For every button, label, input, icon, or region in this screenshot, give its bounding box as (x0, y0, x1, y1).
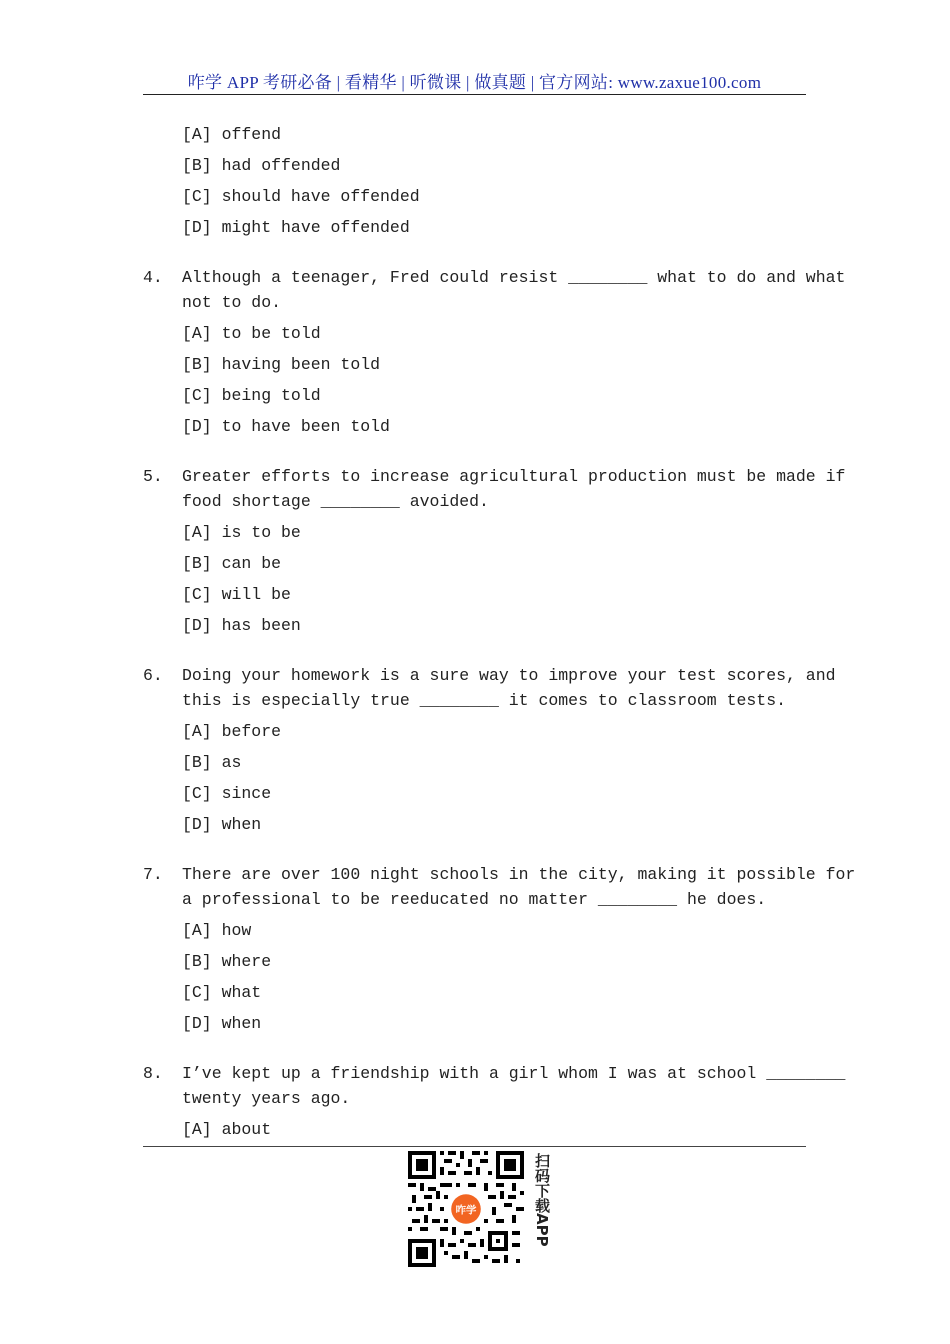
prev-option-d: [D] might have offended (182, 218, 410, 237)
option-a: [A] is to be (182, 523, 301, 542)
footer-rule (143, 1146, 806, 1147)
option-a: [A] about (182, 1120, 272, 1139)
option-a: [A] how (182, 921, 252, 940)
option-b: [B] as (182, 753, 242, 772)
question-text-line: this is especially true ________ it comes to classroom tests. (182, 691, 786, 710)
qr-code-icon (408, 1151, 524, 1267)
prev-option-c: [C] should have offended (182, 187, 420, 206)
header-text: 咋学 APP 考研必备 | 看精华 | 听微课 | 做真题 | 官方网站: www.zaxue100.com (187, 73, 762, 92)
option-b: [B] having been told (182, 355, 381, 374)
question-number: 4. (143, 268, 163, 287)
question-text-line: food shortage ________ avoided. (182, 492, 489, 511)
question-text-line: There are over 100 night schools in the city, making it possible for (182, 865, 856, 884)
question-number: 5. (143, 467, 163, 486)
prev-option-b: [B] had offended (182, 156, 341, 175)
question-text-line: Although a teenager, Fred could resist ________ what to do and what (182, 268, 846, 287)
option-c: [C] will be (182, 585, 291, 604)
option-a: [A] to be told (182, 324, 321, 343)
option-a: [A] before (182, 722, 282, 741)
app-download-qr[interactable] (408, 1151, 551, 1267)
question-text-line: twenty years ago. (182, 1089, 351, 1108)
question-number: 6. (143, 666, 163, 685)
option-d: [D] to have been told (182, 417, 390, 436)
option-d: [D] when (182, 1014, 262, 1033)
qr-logo-text: 咋学 (455, 1204, 477, 1217)
question-text-line: I’ve kept up a friendship with a girl whom I was at school ________ (182, 1064, 846, 1083)
prev-option-a: [A] offend (182, 125, 282, 144)
option-c: [C] being told (182, 386, 321, 405)
option-c: [C] since (182, 784, 272, 803)
question-text-line: Doing your homework is a sure way to improve your test scores, and (182, 666, 836, 685)
question-text-line: not to do. (182, 293, 282, 312)
option-c: [C] what (182, 983, 262, 1002)
question-number: 7. (143, 865, 163, 884)
scan-download-label: 扫码下载APP (533, 1153, 551, 1247)
question-text-line: Greater efforts to increase agricultural production must be made if (182, 467, 846, 486)
question-number: 8. (143, 1064, 163, 1083)
page-header (143, 68, 806, 93)
option-b: [B] where (182, 952, 272, 971)
header-rule (143, 94, 806, 95)
question-text-line: a professional to be reeducated no matter ________ he does. (182, 890, 767, 909)
option-d: [D] has been (182, 616, 301, 635)
option-d: [D] when (182, 815, 262, 834)
option-b: [B] can be (182, 554, 282, 573)
